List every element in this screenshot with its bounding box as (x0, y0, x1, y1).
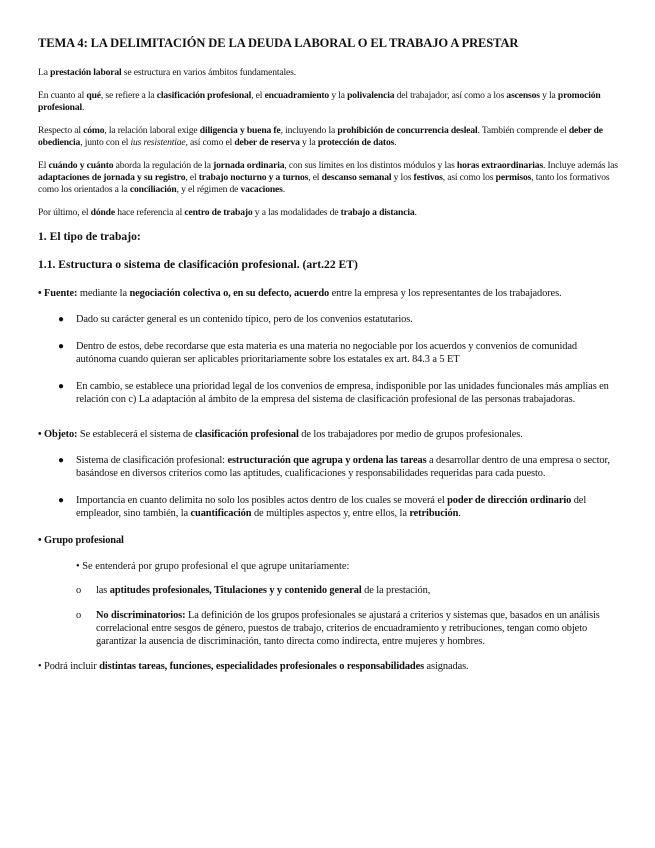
bullet-dot-icon: ● (58, 455, 64, 466)
intro-paragraph-5: Por último, el dónde hace referencia al centro de trabajo y a las modalidades de trabajo a distancia. (38, 207, 417, 218)
bullet-dot-icon: ● (58, 495, 64, 506)
section-heading-1-1: 1.1. Estructura o sistema de clasificación profesional. (art.22 ET) (38, 258, 358, 271)
fuente-list (38, 313, 619, 406)
bullet-dot-icon: ● (58, 341, 64, 352)
objeto-list (38, 454, 619, 520)
section-heading-1: 1. El tipo de trabajo: (38, 230, 141, 243)
list-item: o No discriminatorios: La definición de los grupos profesionales se ajustará a criterios y sistemas que, basados en un análisis correlacional entre sesgos de género, puestos de trabajo, criterios de encuadramiento y retribuciones, tengan como objeto garantizar la ausencia de discriminación, tanto directa como indirecta, entre mujeres y hombres. (76, 610, 600, 647)
list-item: ● Dentro de estos, debe recordarse que esta materia es una materia no negociable por los acuerdos y convenios de comunidad autónoma cuando quieran ser aplicables prioritariamente sobre los estatales ex art. 84.3 a 5 ET (58, 341, 577, 365)
grupo-list (38, 584, 619, 648)
list-item: ● En cambio, se establece una prioridad legal de los convenios de empresa, indisponible por las unidades funcionales más amplias en relación con c) La adaptación al ámbito de la empresa del sistema de clasificación profesional de las personas trabajadoras. (58, 381, 609, 405)
list-item: o las aptitudes profesionales, Titulaciones y y contenido general de la prestación, (76, 585, 431, 596)
list-item: ● Sistema de clasificación profesional: estructuración que agrupa y ordena las tareas a desarrollar dentro de una empresa o sector, basándose en diversos criterios como las aptitudes, cualificaciones y responsabilidades requeridas para cada puesto. (58, 455, 610, 479)
list-item: ● Importancia en cuanto delimita no solo los posibles actos dentro de los cuales se moverá el poder de dirección ordinario del empleador, sino también, la cuantificación de múltiples aspectos y, entre ellos, la retribución. (58, 495, 587, 519)
intro-paragraph-1: La prestación laboral se estructura en varios ámbitos fundamentales. (38, 67, 296, 78)
document-title: TEMA 4: LA DELIMITACIÓN DE LA DEUDA LABORAL O EL TRABAJO A PRESTAR (38, 36, 519, 50)
list-item: ● Dado su carácter general es un contenido típico, pero de los convenios estatutarios. (58, 314, 413, 325)
intro-paragraph-2: En cuanto al qué, se refiere a la clasificación profesional, el encuadramiento y la polivalencia del trabajador, así como a los ascensos y la promoción profesional. (38, 90, 601, 113)
final-paragraph: • Podrá incluir distintas tareas, funciones, especialidades profesionales o responsabilidades asignadas. (38, 661, 469, 672)
fuente-paragraph: • Fuente: mediante la negociación colectiva o, en su defecto, acuerdo entre la empresa y los representantes de los trabajadores. (38, 288, 562, 299)
bullet-dot-icon: ● (58, 381, 64, 392)
bullet-circle-icon: o (76, 585, 82, 596)
bullet-dot-icon: ● (58, 314, 64, 325)
objeto-paragraph: • Objeto: Se establecerá el sistema de clasificación profesional de los trabajadores por medio de grupos profesionales. (38, 429, 523, 440)
grupo-lead: • Se entenderá por grupo profesional el que agrupe unitariamente: (76, 561, 350, 572)
grupo-heading: • Grupo profesional (38, 535, 124, 546)
bullet-circle-icon: o (76, 610, 82, 621)
intro-paragraph-4: El cuándo y cuánto aborda la regulación de la jornada ordinaria, con sus límites en los distintos módulos y las horas extraordinarias. Incluye además las adaptaciones de jornada y su registro, el trabajo nocturno y a turnos, el descanso semanal y los festivos, así como los permisos, tanto los formativos como los orientados a la conciliación, y el régimen de vacaciones. (38, 160, 618, 195)
intro-paragraph-3: Respecto al cómo, la relación laboral exige diligencia y buena fe, incluyendo la prohibición de concurrencia desleal. También comprende el deber de obediencia, junto con el ius resistentiae, así como el deber de reserva y la protección de datos. (38, 125, 603, 148)
